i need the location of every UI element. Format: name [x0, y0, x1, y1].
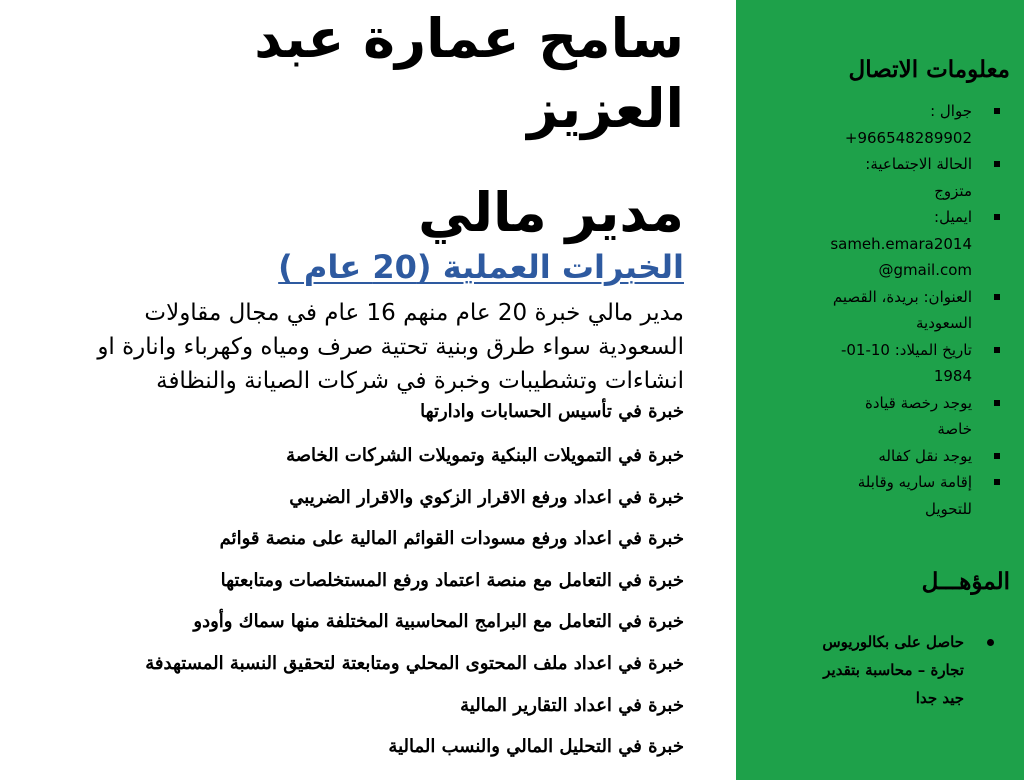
experience-item: خبرة في التمويلات البنكية وتمويلات الشركات الخاصة [286, 445, 684, 466]
experience-heading: الخبرات العملية (20 عام ) [278, 248, 684, 286]
summary-line: السعودية سواء طرق وبنية تحتية صرف ومياه وكهرباء وانارة او [97, 334, 684, 360]
license-line: يوجد رخصة قيادة [865, 393, 972, 412]
iqama-line: إقامة ساريه وقابلة [857, 473, 972, 491]
contact-item-marital [782, 151, 1002, 204]
birthdate-line: تاريخ الميلاد: 10-01- [840, 340, 972, 359]
qualification-line: جيد جدا [915, 689, 964, 707]
contact-item-address [782, 284, 1002, 337]
mobile-label: جوال : [930, 102, 972, 120]
contact-list [782, 98, 1002, 522]
marital-value: متزوج [934, 181, 972, 200]
qualification-line: حاصل على بكالوريوس [822, 633, 964, 651]
contact-item-license [782, 390, 1002, 443]
candidate-name: سامح عمارة عبد العزيز [254, 7, 684, 140]
experience-item: خبرة في التعامل مع البرامج المحاسبية المختلفة منها سماك وأودو [193, 611, 684, 633]
experience-item: خبرة في اعداد ملف المحتوى المحلي ومتابعتة لتحقيق النسبة المستهدفة [145, 652, 684, 674]
qualification-list [762, 628, 1002, 712]
experience-item: خبرة في اعداد ورفع الاقرار الزكوي والاقرار الضريبي [289, 486, 684, 508]
experience-item: خبرة في تأسيس الحسابات وادارتها [420, 401, 684, 422]
qualification-line: تجارة – محاسبة بتقدير [823, 661, 964, 679]
experience-item: خبرة في اعداد ورفع مسودات القوائم المالية على منصة قوائم [219, 528, 684, 550]
email-label: ايميل: [934, 208, 972, 226]
license-type: خاصة [937, 420, 972, 438]
address-country: السعودية [915, 314, 972, 332]
email-domain: @gmail.com [878, 261, 972, 279]
experience-item: خبرة في اعداد التقارير المالية [460, 694, 684, 716]
summary-line: انشاءات وتشطيبات وخبرة في شركات الصيانة والنظافة [156, 368, 684, 394]
birthdate-year: 1984 [933, 367, 972, 385]
experience-item: خبرة في التحليل المالي والنسب المالية [388, 736, 684, 758]
experience-item: خبرة في التعامل مع منصة اعتماد ورفع المستخلصات ومتابعتها [220, 569, 684, 591]
contact-item-email [782, 204, 1002, 284]
transfer-line: يوجد نقل كفاله [878, 446, 972, 465]
contact-item-transfer [782, 443, 1002, 470]
address-line: العنوان: بريدة، القصيم [832, 287, 972, 306]
contact-item-birthdate [782, 337, 1002, 390]
email-value: sameh.emara2014 [830, 234, 972, 253]
contact-item-mobile [782, 98, 1002, 151]
qualification-item [762, 628, 1002, 712]
qualification-heading: المؤهـــل [921, 568, 1010, 595]
sidebar [736, 0, 1024, 780]
iqama-transfer: للتحويل [924, 499, 972, 518]
contact-heading: معلومات الاتصال [848, 56, 1010, 83]
marital-label: الحالة الاجتماعية: [865, 155, 972, 173]
experience-summary [24, 296, 684, 398]
summary-line: مدير مالي خبرة 20 عام منهم 16 عام في مجال مقاولات [144, 300, 684, 326]
job-title: مدير مالي [418, 181, 684, 244]
experience-list [4, 400, 684, 777]
contact-item-iqama [782, 469, 1002, 522]
mobile-value: +966548289902 [844, 128, 972, 147]
